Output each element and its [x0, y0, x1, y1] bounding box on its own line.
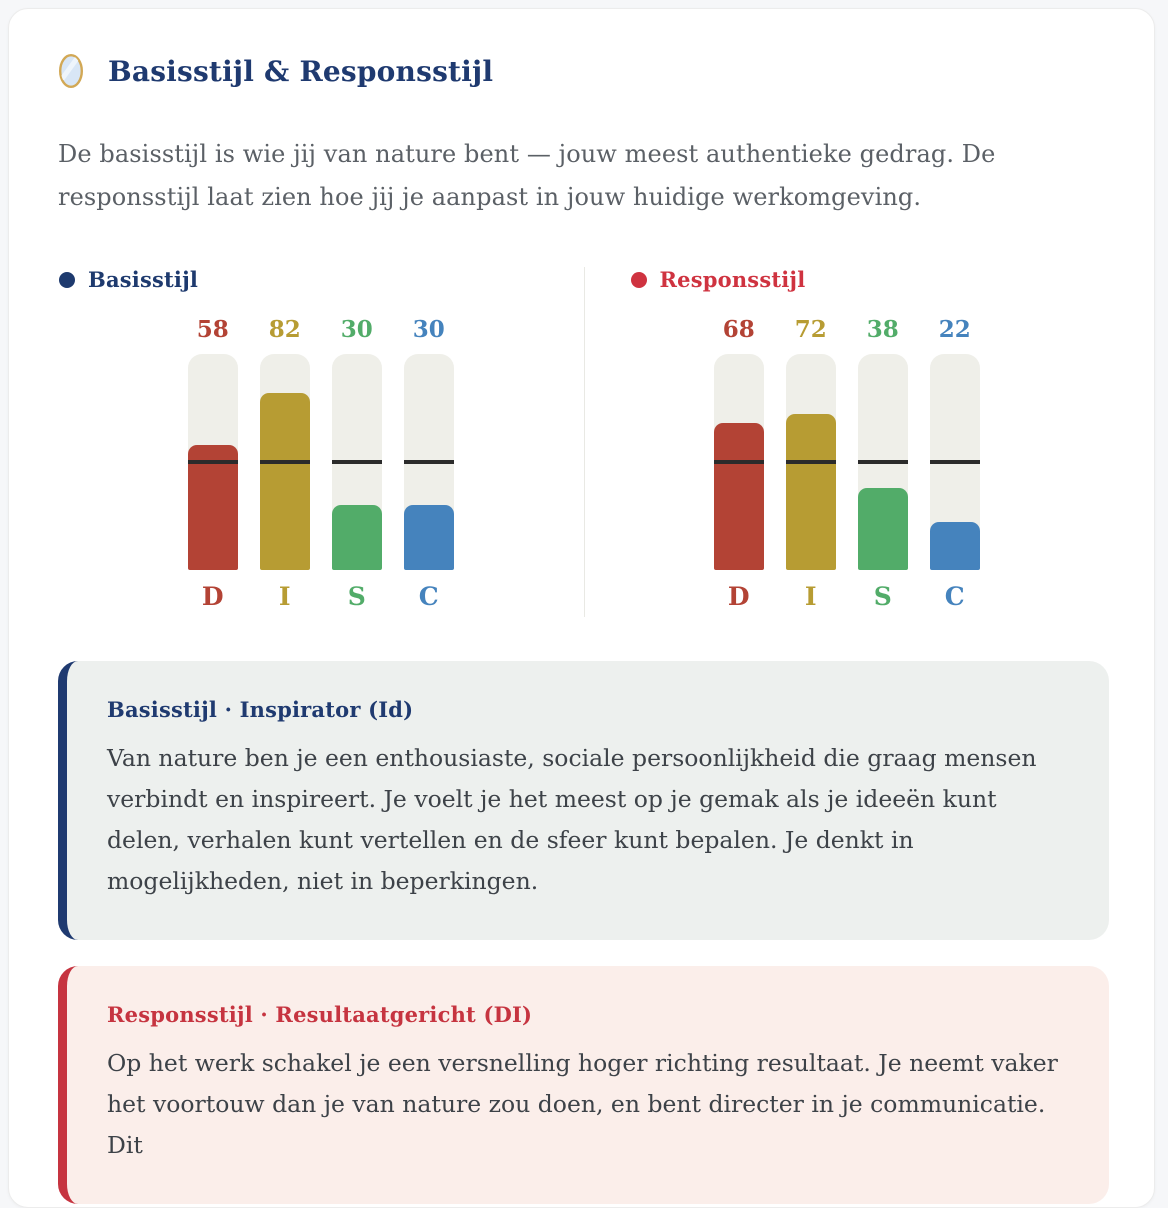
bar-value-label: 22 — [938, 316, 971, 343]
midline — [404, 460, 454, 464]
chart-responsstijl — [584, 267, 1110, 617]
category-label: S — [347, 582, 366, 611]
bar-value-label: 30 — [412, 316, 445, 343]
midline — [714, 460, 764, 464]
legend-dot-icon — [631, 272, 647, 288]
page-title: Basisstijl & Responsstijl — [108, 54, 494, 88]
bar-column-I — [786, 316, 836, 611]
category-label: C — [418, 582, 439, 611]
midline — [260, 460, 310, 464]
bar-column-C — [930, 316, 980, 611]
bar-fill — [332, 505, 382, 570]
bar-value-label: 68 — [722, 316, 755, 343]
bar-fill — [858, 488, 908, 570]
midline — [858, 460, 908, 464]
category-label: I — [804, 582, 817, 611]
bar-column-S — [858, 316, 908, 611]
bar-track — [332, 354, 382, 570]
bar-group — [58, 316, 584, 611]
callout-basisstijl — [58, 661, 1109, 940]
bar-column-S — [332, 316, 382, 611]
bar-value-label: 30 — [340, 316, 373, 343]
bar-track — [404, 354, 454, 570]
section-header — [58, 53, 1109, 89]
bar-fill — [786, 414, 836, 570]
intro-text: De basisstijl is wie jij van nature bent — jouw meest authentieke gedrag. De responsstijl laat zien hoe jij je aanpast in jouw huidige werkomgeving. — [58, 140, 996, 211]
bar-fill — [930, 522, 980, 570]
callout-title: Basisstijl · Inspirator (Id) — [107, 697, 414, 722]
bar-track — [858, 354, 908, 570]
callout-body: Van nature ben je een enthousiaste, sociale persoonlijkheid die graag mensen verbindt en inspireert. Je voelt je het meest op je gemak als je ideeën kunt delen, verhalen kunt vertellen en de sfeer kunt bepalen. Je denkt in mogelijkheden, niet in beperkingen. — [107, 744, 1037, 895]
chart-basisstijl — [58, 267, 584, 617]
legend-basisstijl — [58, 267, 584, 292]
bar-fill — [260, 393, 310, 570]
legend-responsstijl — [585, 267, 1110, 292]
bar-track — [714, 354, 764, 570]
bar-value-label: 72 — [794, 316, 827, 343]
bar-fill — [404, 505, 454, 570]
charts-row — [58, 267, 1109, 617]
midline — [188, 460, 238, 464]
category-label: D — [201, 582, 224, 611]
bar-track — [930, 354, 980, 570]
mirror-icon — [58, 53, 84, 89]
category-label: C — [944, 582, 965, 611]
midline — [786, 460, 836, 464]
midline — [930, 460, 980, 464]
bar-track — [260, 354, 310, 570]
bar-track — [188, 354, 238, 570]
bar-column-I — [260, 316, 310, 611]
callout-title: Responsstijl · Resultaatgericht (DI) — [107, 1002, 533, 1027]
callout-responsstijl — [58, 966, 1109, 1204]
bar-column-D — [188, 316, 238, 611]
category-label: D — [727, 582, 750, 611]
bar-value-label: 58 — [196, 316, 229, 343]
midline — [332, 460, 382, 464]
bar-track — [786, 354, 836, 570]
bar-column-D — [714, 316, 764, 611]
bar-fill — [714, 423, 764, 570]
bar-group — [585, 316, 1110, 611]
callout-body: Op het werk schakel je een versnelling hoger richting resultaat. Je neemt vaker het voortouw dan je van nature zou doen, en bent directer in je communicatie. Dit — [107, 1049, 1058, 1159]
legend-dot-icon — [59, 272, 75, 288]
bar-column-C — [404, 316, 454, 611]
category-label: S — [873, 582, 892, 611]
bar-value-label: 82 — [268, 316, 301, 343]
legend-label: Basisstijl — [88, 267, 199, 292]
legend-label: Responsstijl — [659, 267, 806, 292]
bar-value-label: 38 — [866, 316, 899, 343]
report-card — [8, 8, 1155, 1208]
category-label: I — [278, 582, 291, 611]
